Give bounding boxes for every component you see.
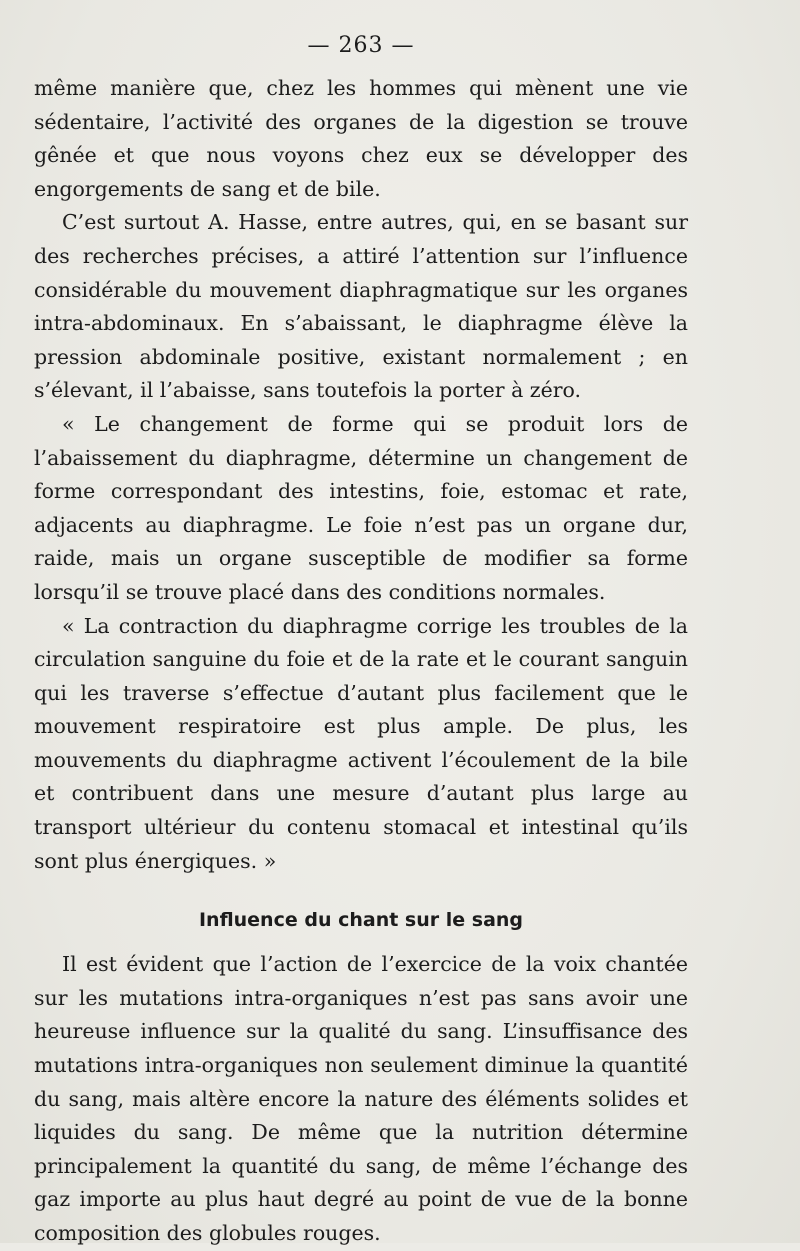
paragraph-1: même manière que, chez les hommes qui mènent une vie sédentaire, l’activité des organes de la digestion se trouve gênée et que nous voyons chez eux se développer des engorgements de sang et de bile. bbox=[34, 76, 688, 201]
paragraph-5: Il est évident que l’action de l’exercice de la voix chantée sur les mutations intra-organiques n’est pas sans avoir une heureuse influence sur la qualité du sang. L’insuffisance des mutations intra-organiques non seulement diminue la quantité du sang, mais altère encore la nature des éléments solides et liquides du sang. De même que la nutrition détermine principalement la quantité du sang, de même l’échange des gaz importe au plus haut degré au point de vue de la bonne composition des globules rouges. bbox=[34, 952, 688, 1245]
paragraph-3: « Le changement de forme qui se produit lors de l’abaissement du diaphragme, détermine un changement de forme correspondant des intestins, foie, estomac et rate, adjacents au diaphragme. Le foie n’est pas un organe dur, raide, mais un organe susceptible de modifier sa forme lorsqu’il se trouve placé dans des conditions normales. bbox=[34, 411, 688, 604]
paragraph-4: « La contraction du diaphragme corrige les troubles de la circulation sanguine du foie et de la rate et le courant sanguin qui les traverse s’effectue d’autant plus facilement que le mouvement respiratoire est plus ample. De plus, les mouvements du diaphragme activent l’écoulement de la bile et contribuent dans une mesure d’autant plus large au transport ultérieur du contenu stomacal et intestinal qu’ils sont plus énergiques. » bbox=[34, 613, 688, 873]
section-heading: Influence du chant sur le sang bbox=[198, 909, 524, 932]
page-number: — 263 — bbox=[307, 33, 415, 58]
paragraph-2: C’est surtout A. Hasse, entre autres, qui, en se basant sur des recherches précises, a attiré l’attention sur l’influence considérable du mouvement diaphragmatique sur les organes intra-abdominaux. En s’abaissant, le diaphragme élève la pression abdominale positive, existant normalement ; en s’élevant, il l’abaisse, sans toutefois la porter à zéro. bbox=[34, 210, 688, 403]
